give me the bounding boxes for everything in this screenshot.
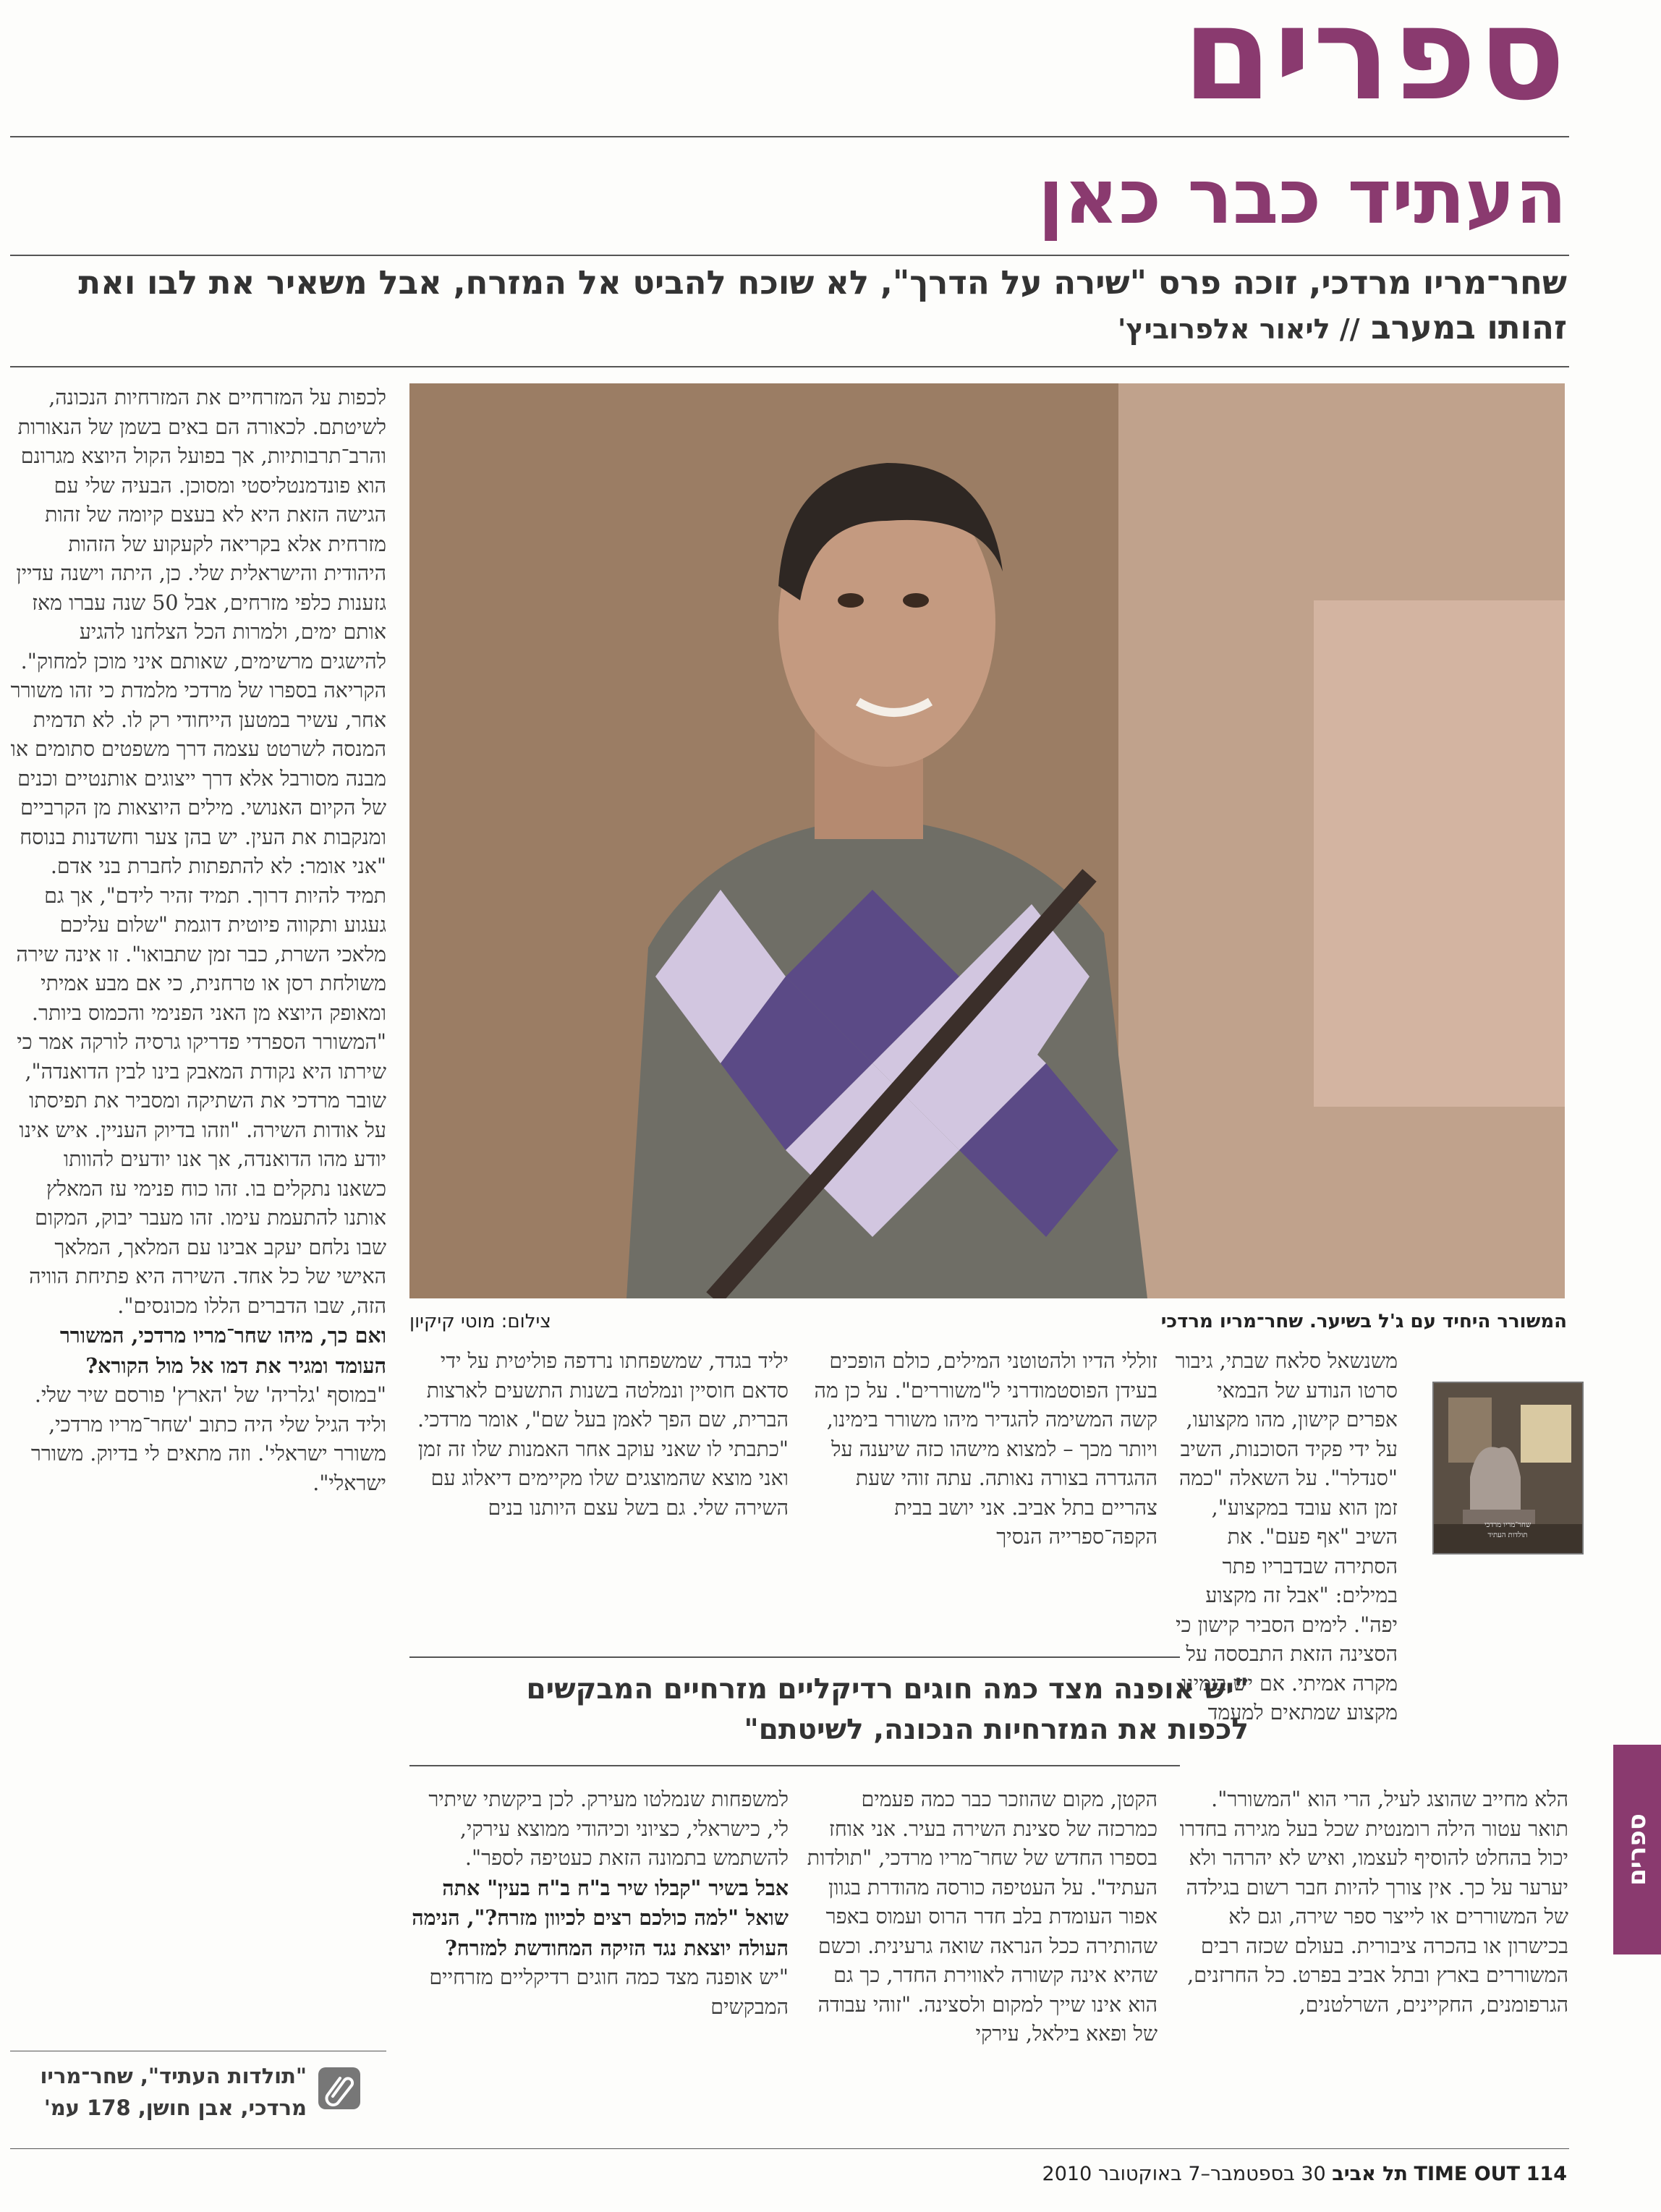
portrait-illustration	[409, 383, 1565, 1298]
column-2-upper: זוללי הדיו ולהטוטני המילים, כולם הופכים בעידן הפוסטמודרני ל"משוררים". על כן מה קשה המשימה להגדיר מיהו משורר בימינו, ויותר מכך – למצוא מישהו כזה שיענה על ההגדרה בצורה נאותה. עתה זוהי שעת צהריים בתל אביב. אני יושב בבית הקפה־ספרייה הנסיך	[814, 1349, 1157, 1549]
paperclip-icon	[318, 2067, 360, 2109]
column-3-upper: יליד בגדד, שמשפחתו נרדפה פוליטית על ידי סדאם חוסיין ונמלטה בשנות התשעים לארצות הברית, שם הפך לאמן בעל שם", אומר מרדכי. "כתבתי לו שאני עוקב אחר האמנות שלו זה זמן ואני מוצא שהמוצגים שלו מקיימים דיאלוג עם השירה שלי. גם בשל עצם היותנו בנים	[417, 1349, 789, 1520]
subhead-text: שחר־מריו מרדכי, זוכה פרס "שירה על הדרך", לא שוכח להביט אל המזרח, אבל משאיר את לבו ואת זהותו במערב	[78, 263, 1567, 346]
column-2-lower: הקטן, מקום שהוזכר כבר כמה פעמים כמרכזה של סצינת השירה בעיר. אני אוחז בספרו החדש של שחר־מריו מרדכי, "תולדות העתיד". על העטיפה כורסה מהודרת בגוון אפור העומדת בלב חדר הרוס ועמוס באפר שהותירה ככל הנראה שואה גרעינית. וכשם שהיא אינה קשורה לאווירת החדר, כך גם הוא אינו שייך למקום ולסצינה. "זוהי עבודה של ופאא בילאל, עירקי	[807, 1787, 1157, 2046]
photo-caption: המשורר היחיד עם ג'ל בשיער. שחר־מריו מרדכי	[1160, 1311, 1567, 1332]
section-title: ספרים	[1182, 0, 1567, 129]
issue-dates: 30 בספטמבר–7 באוקטובר 2010	[1042, 2163, 1326, 2185]
photo-credit: צילום: מוטי קיקיון	[409, 1311, 551, 1332]
pull-quote: "יש אופנה מצד כמה חוגים רדיקליים מזרחיים המבקשים לכפות את המזרחיות הנכונה, לשיטתם"	[526, 1673, 1249, 1746]
interview-answer-2: "יש אופנה מצד כמה חוגים רדיקליים מזרחיים המבקשים	[429, 1965, 789, 2019]
divider-pullquote-bottom	[409, 1765, 1180, 1766]
article-photo	[409, 383, 1565, 1298]
column-paragraph: למשפחות שנמלטו מעירק. לכן ביקשתי שיתיר לי, כישראלי, כציוני וכיהודי ממוצא עירקי, להשתמש בתמונה הזאת כעטיפה לספר".	[428, 1787, 789, 1870]
left-column	[10, 383, 386, 1498]
divider-pullquote-top	[409, 1656, 1180, 1658]
book-cover-title: שחר־מריו מרדכי תולדות העתיד	[1484, 1521, 1532, 1539]
city-name: תל אביב	[1332, 2163, 1408, 2185]
section-tab: ספרים	[1613, 1745, 1661, 1954]
divider-top	[10, 136, 1569, 137]
page-number: 114	[1526, 2163, 1567, 2185]
column-3-lower	[409, 1785, 789, 2022]
left-paragraph: "המשורר הספרדי פדריקו גרסיה לורקה אמר כי שירתו היא נקודת המאבק בינו לבין הדואנדה", שובר מרדכי את השתיקה ומסביר את תפיסתו על אודות השירה. "וזהו בדיוק העניין. איש אינו יודע מהו הדואנדה, אך אנו יודעים להוותו כשאנו נתקלים בו. זהו כוח פנימי עז המאלץ אותנו להתעמת עימו. זהו מעבר יבוק, המקום שבו נלחם יעקב אבינו עם המלאך, המלאך האישי של כל אחד. השירה היא פתיחת הוויה הזה, שבו הדברים הללו מכונסים".	[17, 1030, 386, 1318]
column-1-lower: הלא מחייב שהוצג לעיל, הרי הוא "המשורר". תואר עטור הילה רומנטית שכל בעל מגירה בחדרו יכול בהחלט להוסיף לעצמו, ואיש לא יהרהר ולא יערער על כך. אין צורך להיות חבר רשום בגילדה של המשוררים או לייצר ספר שירה, וגם לא בכישרון או בהכרה ציבורית. בעולם שכזה רבים המשוררים בארץ ובתל אביב בפרט. כל החרזנים, הגרפומנים, החקיינים, השרלטנים,	[1179, 1787, 1568, 2017]
interview-question-2: אבל בשיר "קבלו שיר ב"ח ב"ח בעין" אתה שואל "למה כולכם רצים לכיוון מזרח?", הנימה העולה יוצאת נגד הזיקה המחודשת למזרח?	[412, 1875, 789, 1960]
divider-headline	[10, 255, 1569, 256]
article-headline: העתיד כבר כאן	[1037, 153, 1567, 241]
left-paragraph: הקריאה בספרו של מרדכי מלמדת כי זהו משורר אחר, עשיר במטען הייחודי רק לו. לא תדמית המנסה לשרטט עצמה דרך משפטים סתומים או מבנה מסורבל אלא דרך ייצוגים אותנטיים וכנים של הקיום האנושי. מילים היוצאות מן הקרביים ומנקבות את העין. יש בהן צער וחשדנות בנוסח "אני אומר: לא להתפתות לחברת בני אדם. תמיד להיות דרוך. תמיד זהיר לידם", אך גם געגוע ותקווה פיוטית דוגמת "שלום עליכם מלאכי השרת, כבר זמן שתבואו". זו אינה שירה משולחת רסן או טרחנית, כי אם מבע אמיתי ומאופק היוצא מן האני הפנימי והכמוס ביותר.	[10, 679, 386, 1025]
divider-subhead	[10, 366, 1569, 367]
column-paragraph: משנשאל סלאח שבתי, גיבור סרטו הנודע של הבמאי אפרים קישון, מהו מקצועו, על ידי פקיד הסוכנות, השיב "סנדלר". על השאלה "כמה זמן הוא עובד במקצוע", השיב "אף פעם". את הסתירה שבדבריו פתר במילים: "אבל זה מקצוע יפה". לימים הסביר קישון כי הסצינה הזאת התבססה על מקרה אמיתי. אם יש בימינו מקצוע שמתאים למעמד	[1175, 1349, 1398, 1724]
divider-footer	[10, 2148, 1569, 2149]
article-subhead	[62, 260, 1567, 352]
page-footer	[1042, 2163, 1567, 2185]
interview-answer: "במוסף 'גלריה' של 'הארץ' פורסם שיר שלי. וליד הגיל שלי היה כתוב 'שחר־מריו מרדכי, משורר ישראלי'. וזה מתאים לי בדיוק. משורר ישראלי".	[30, 1383, 386, 1495]
byline: // ליאור אלפרוביץ'	[1117, 313, 1360, 345]
interview-question: ואם כך, מיהו שחר־מריו מרדכי, המשורר העומד ומגיר את דמו אל מול הקורא?	[59, 1323, 386, 1378]
left-paragraph: לכפות על המזרחיים את המזרחיות הנכונה, לשיטתם. לכאורה הם באים בשמן של הנאורות והרב־תרבותיות, אך בפועל הקול היוצא מגרונם הוא פונדמנטליסטי ומסוכן. הבעיה שלי עם הגישה הזאת היא לא בעצם קיומה של זהות מזרחית אלא בקריאה לקעקוע של הזהות היהודית והישראלית שלי. כן, היתה וישנה עדיין גזענות כלפי מזרחים, אבל 50 שנה עברו מאז אותם ימים, ולמרות הכל הצלחנו להגיע להישגים מרשימים, שאותם איני מוכן למחוק".	[16, 386, 386, 673]
book-info: "תולדות העתיד", שחר־מריו מרדכי, אבן חושן, 178 עמ'	[40, 2064, 307, 2120]
magazine-name: TIME OUT	[1414, 2163, 1521, 2185]
